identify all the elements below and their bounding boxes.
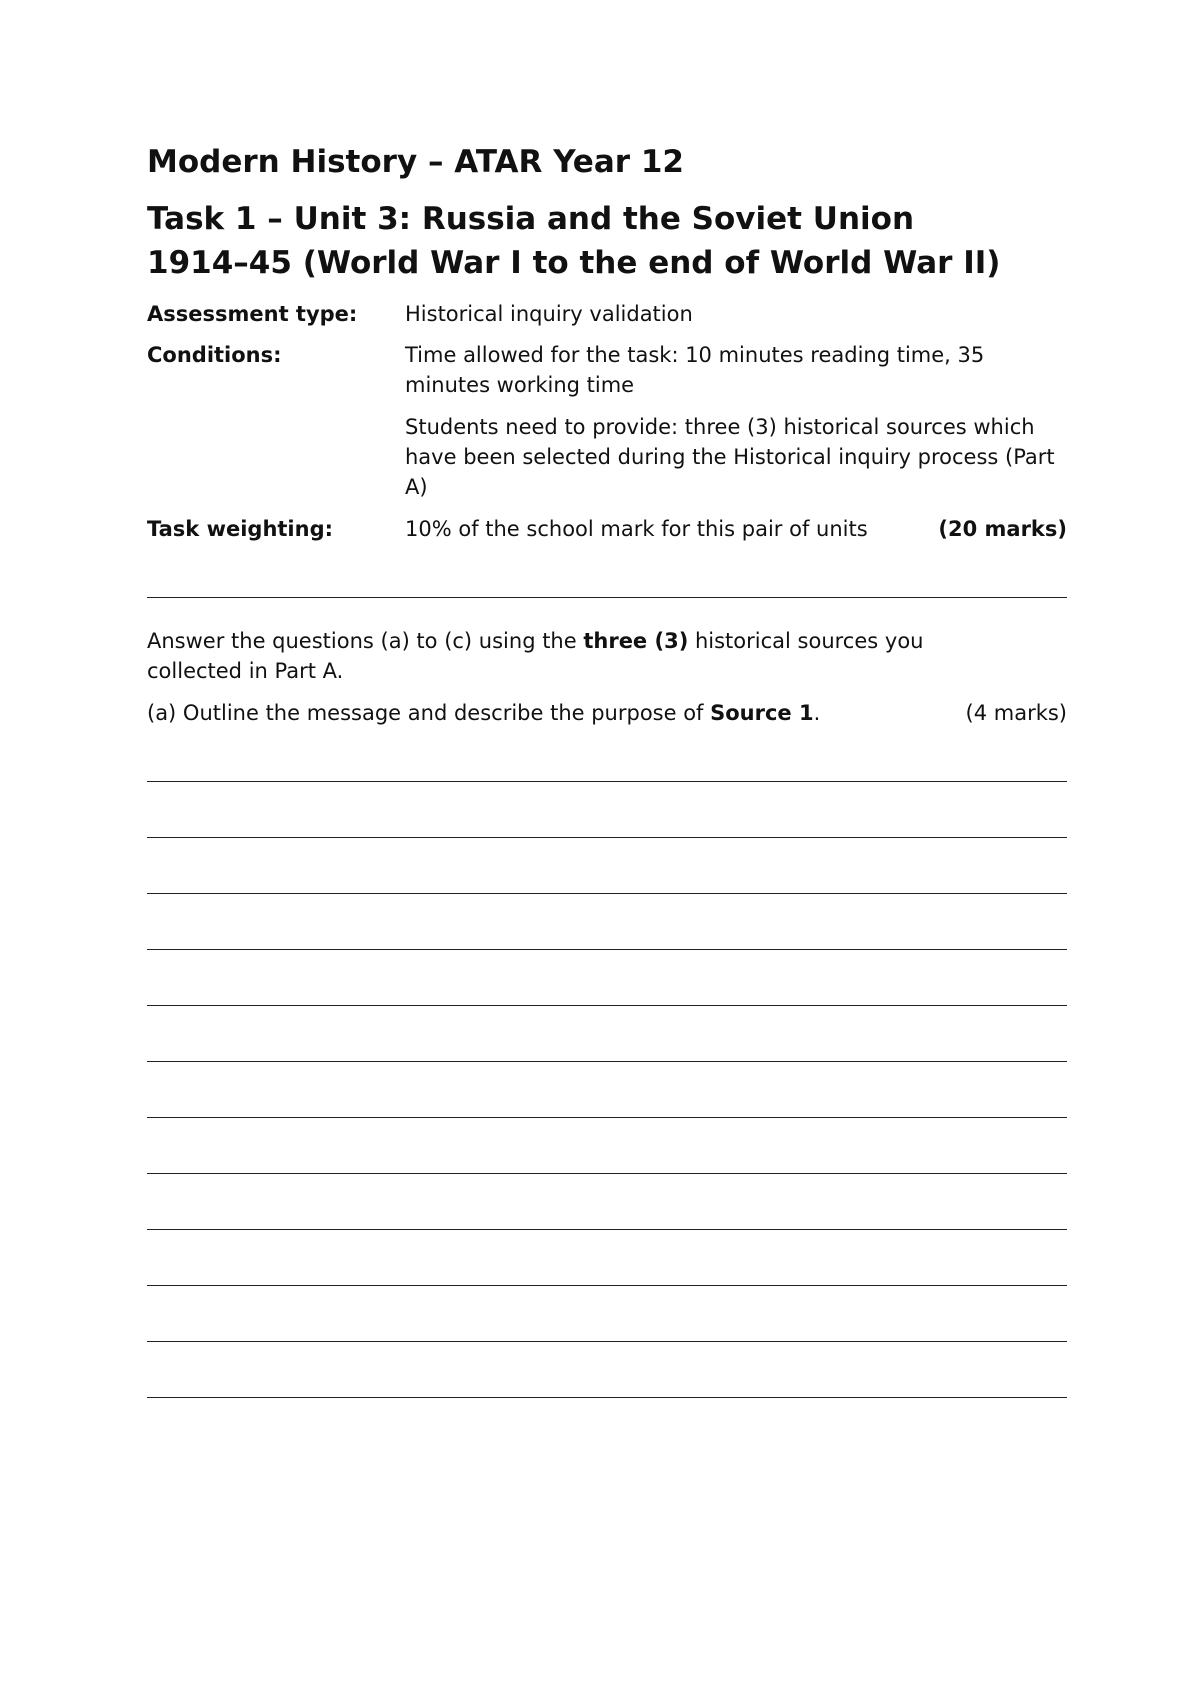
question-a-text bbox=[147, 701, 820, 725]
question-a-source: Source 1 bbox=[710, 701, 814, 725]
task-weighting-value: 10% of the school mark for this pair of units bbox=[405, 517, 868, 541]
answer-line[interactable] bbox=[147, 893, 1067, 894]
task-title-line-1: Task 1 – Unit 3: Russia and the Soviet Union bbox=[147, 201, 915, 237]
conditions-time: Time allowed for the task: 10 minutes reading time, 35 minutes working time bbox=[405, 343, 985, 397]
task-title-line-2: 1914–45 (World War I to the end of World War II) bbox=[147, 245, 1001, 281]
question-a-marks: (4 marks) bbox=[965, 701, 1067, 725]
intro-text-bold: three (3) bbox=[583, 629, 689, 653]
task-weighting-marks: (20 marks) bbox=[938, 517, 1067, 541]
question-a-text-before: (a) Outline the message and describe the purpose of bbox=[147, 701, 711, 725]
assessment-type-value: Historical inquiry validation bbox=[405, 302, 693, 326]
answer-line[interactable] bbox=[147, 1173, 1067, 1174]
conditions-label: Conditions: bbox=[147, 343, 282, 367]
answer-line[interactable] bbox=[147, 1285, 1067, 1286]
answer-line[interactable] bbox=[147, 1061, 1067, 1062]
task-title bbox=[147, 197, 1000, 285]
intro-text-before: Answer the questions (a) to (c) using the bbox=[147, 629, 584, 653]
answer-line[interactable] bbox=[147, 1341, 1067, 1342]
answer-line[interactable] bbox=[147, 1397, 1067, 1398]
answer-line[interactable] bbox=[147, 949, 1067, 950]
answer-line[interactable] bbox=[147, 1229, 1067, 1230]
assessment-type-label: Assessment type: bbox=[147, 302, 358, 326]
conditions-students: Students need to provide: three (3) historical sources which have been selected during the Historical inquiry process (Part A) bbox=[405, 415, 1055, 499]
answer-line[interactable] bbox=[147, 1005, 1067, 1006]
question-a bbox=[147, 698, 1067, 728]
intro-text-after: historical sources you collected in Part A. bbox=[147, 629, 924, 683]
section-divider bbox=[147, 597, 1067, 598]
instructions-text bbox=[147, 626, 1007, 686]
task-weighting-label: Task weighting: bbox=[147, 517, 334, 541]
answer-line[interactable] bbox=[147, 837, 1067, 838]
question-a-text-after: . bbox=[813, 701, 821, 725]
answer-line[interactable] bbox=[147, 1117, 1067, 1118]
answer-line[interactable] bbox=[147, 781, 1067, 782]
document-title: Modern History – ATAR Year 12 bbox=[147, 144, 684, 180]
